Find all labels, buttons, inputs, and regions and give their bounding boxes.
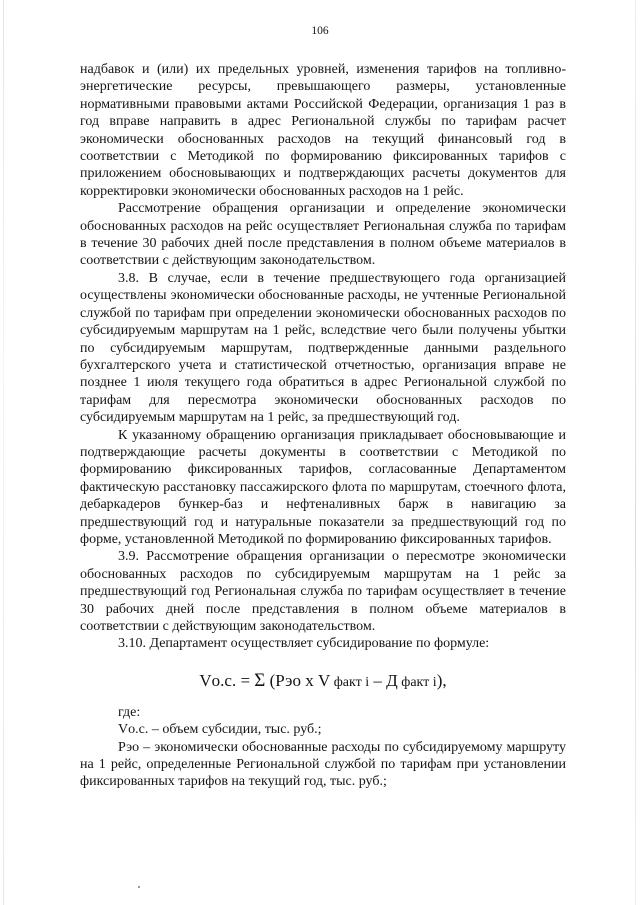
- formula-lhs: Vо.с.: [199, 670, 237, 690]
- paragraph-3-10: 3.10. Департамент осуществляет субсидирование по формуле:: [118, 636, 490, 652]
- document-body: [80, 61, 566, 791]
- formula-open: (Рэо х: [265, 670, 318, 690]
- paragraph-continuation: надбавок и (или) их предельных уровней, изменения тарифов на топливно-энергетические ресурсы, превышающего размеры, установленные нормативными правовыми актами Российской Федерации, организация 1 раз в год вправе направить в адрес Региональной службы по тарифам расчет экономически обоснованных расходов на текущий финансовый год в соответствии с Методикой по формированию фиксированных тарифов с приложением обосновывающих и подтверждающих расчеты документов для корректировки экономически обоснованных расходов на 1 рейс.: [80, 62, 566, 199]
- where-label: где:: [118, 704, 141, 720]
- paragraph-3-9: 3.9. Рассмотрение обращения организации о пересмотре экономически обоснованных расходов по субсидируемым маршрутам на 1 рейс за предшествующий год Региональная служба по тарифам осуществляет в течение 30 рабочих дней после представления в полном объеме материалов в соответствии с действующим законодательством.: [80, 549, 566, 634]
- scan-edge-right: [635, 0, 636, 905]
- formula-v: V: [317, 670, 331, 690]
- scan-edge-left: [3, 0, 4, 905]
- formula-sigma: Σ: [254, 669, 266, 691]
- formula-d-sub: факт i: [397, 674, 437, 690]
- paragraph-attachments: К указанному обращению организация прикладывает обосновывающие и подтверждающие расчеты документы в соответствии с Методикой по формированию фиксированных тарифов, согласованные Департаментом фактическую расстановку пассажирского флота по маршрутам, стоечного флота, дебаркадеров бункер-баз и нефтеналивных барж в навигацию за предшествующий год и натуральные показатели за предшествующий год по форме, установленной Методикой по формированию фиксированных тарифов.: [80, 427, 566, 547]
- formula-close: ),: [436, 670, 447, 690]
- definition-reo: Рэо – экономически обоснованные расходы по субсидируемому маршруту на 1 рейс, определенные Региональной службой по тарифам при установлении фиксированных тарифов на текущий год, тыс. руб.;: [80, 739, 566, 790]
- formula-v-sub: факт i: [330, 674, 370, 690]
- formula-equals: =: [236, 670, 255, 690]
- formula-d: Д: [386, 670, 398, 690]
- scan-speck: [138, 886, 140, 888]
- page-number: 106: [311, 25, 329, 37]
- formula-minus: –: [369, 670, 387, 690]
- subsidy-formula: [80, 670, 566, 694]
- paragraph-review: Рассмотрение обращения организации и определение экономически обоснованных расходов на рейс осуществляет Региональная служба по тарифам в течение 30 рабочих дней после представления в полном объеме материалов в соответствии с действующим законодательством.: [80, 201, 566, 269]
- paragraph-3-8: 3.8. В случае, если в течение предшествующего года организацией осуществлены экономически обоснованные расходы, не учтенные Региональной службой по тарифам при определении экономически обоснованных расходов по субсидируемым маршрутам на 1 рейс, вследствие чего были получены убытки по субсидируемым маршрутам, подтвержденные данными раздельного бухгалтерского учета и статистической отчетностью, организация вправе не позднее 1 июля текущего года обратиться в адрес Региональной службой по тарифам для пересмотра экономически обоснованных расходов по субсидируемым маршрутам на 1 рейс, за предшествующий год.: [80, 270, 566, 426]
- definition-vos: Vо.с. – объем субсидии, тыс. руб.;: [118, 722, 322, 738]
